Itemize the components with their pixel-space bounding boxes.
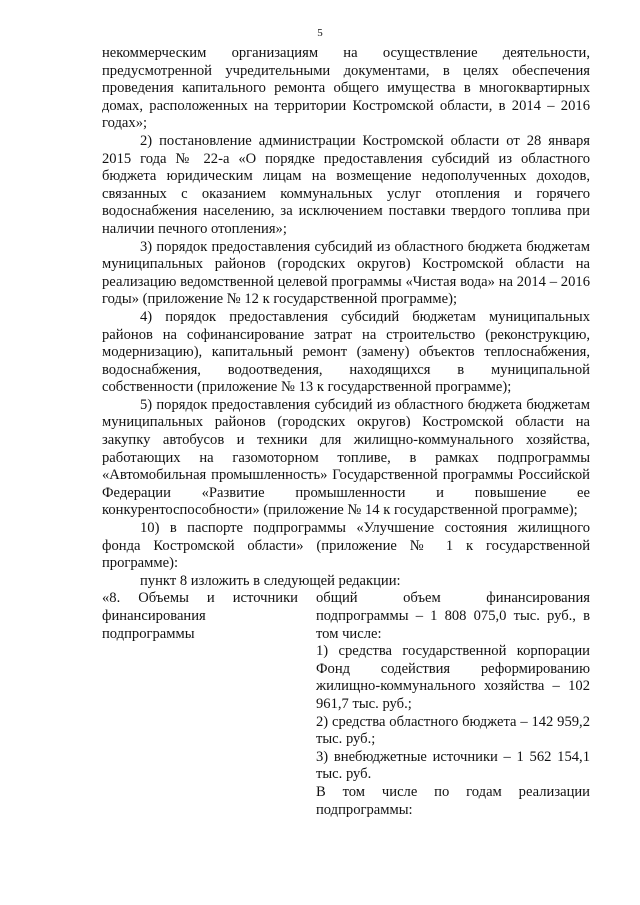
passport-table-label: «8. Объемы и источники финансирования подпрограммы bbox=[102, 590, 298, 642]
paragraph-point-8-intro: пункт 8 изложить в следующей редакции: bbox=[140, 572, 401, 589]
paragraph-item-2: 2) постановление администрации Костромской области от 28 января 2015 года № 22-а «О порядке предоставления субсидий из областного бюджета юридическим лицам на возмещение недополученных доходов, связанных с оказанием коммунальных услуг отопления и горячего водоснабжения населению, за исключением поставки твердого топлива при наличии печного отопления»; bbox=[102, 132, 590, 237]
page-number: 5 bbox=[317, 27, 323, 39]
paragraph-item-5: 5) порядок предоставления субсидий из областного бюджета бюджетам муниципальных районов (городских округов) Костромской области на закупку автобусов и техники для жилищно-коммунального хозяйства, работающих на газомоторном топливе, в рамках подпрограммы «Автомобильная промышленность» Государственной программы Российской Федерации «Развитие промышленности и повышение ее конкурентоспособности» (приложение № 14 к государственной программе); bbox=[102, 396, 590, 519]
funding-source-3: 3) внебюджетные источники – 1 562 154,1 тыс. руб. bbox=[316, 748, 590, 783]
passport-table bbox=[102, 590, 590, 819]
paragraph-continuation: некоммерческим организациям на осуществление деятельности, предусмотренной учредительными документами, в целях обеспечения проведения капитального ремонта общего имущества в многоквартирных домах, расположенных на территории Костромской области, в 2014 – 2016 годах»; bbox=[102, 45, 590, 132]
paragraph-item-10: 10) в паспорте подпрограммы «Улучшение состояния жилищного фонда Костромской области» (приложение № 1 к государственной программе): bbox=[102, 520, 590, 572]
passport-table-value bbox=[316, 590, 590, 819]
paragraph-item-3: 3) порядок предоставления субсидий из областного бюджета бюджетам муниципальных районов (городских округов) Костромской области на реализацию ведомственной целевой программы «Чистая вода» на 2014 – 2016 годы» (приложение № 12 к государственной программе); bbox=[102, 238, 590, 308]
document-body bbox=[102, 45, 590, 819]
funding-total: общий объем финансирования подпрограммы – 1 808 075,0 тыс. руб., в том числе: bbox=[316, 590, 590, 642]
paragraph-item-4: 4) порядок предоставления субсидий бюджетам муниципальных районов на софинансирование затрат на строительство (реконструкцию, модернизацию), капитальный ремонт (замену) объектов теплоснабжения, водоснабжения, водоотведения, находящихся в муниципальной собственности (приложение № 13 к государственной программе); bbox=[102, 308, 590, 396]
funding-source-1: 1) средства государственной корпорации Фонд содействия реформированию жилищно-коммунального хозяйства – 102 961,7 тыс. руб.; bbox=[316, 643, 590, 712]
funding-source-2: 2) средства областного бюджета – 142 959,2 тыс. руб.; bbox=[316, 713, 590, 748]
funding-by-years: В том числе по годам реализации подпрограммы: bbox=[316, 783, 590, 818]
